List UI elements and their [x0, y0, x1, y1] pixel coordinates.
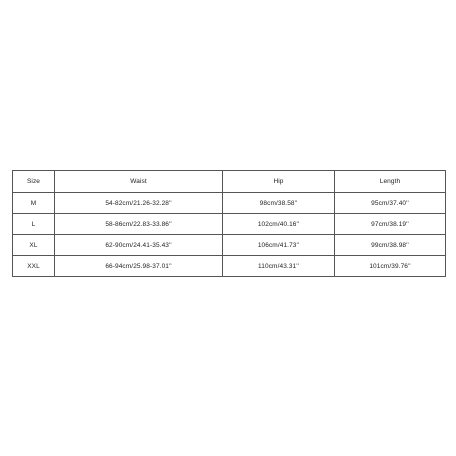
header-length: Length [335, 171, 446, 193]
table-row [13, 256, 446, 277]
header-hip: Hip [223, 171, 335, 193]
cell-length: 99cm/38.98'' [335, 235, 446, 256]
cell-hip: 106cm/41.73'' [223, 235, 335, 256]
header-waist: Waist [55, 171, 223, 193]
table-header [13, 171, 446, 193]
cell-length: 97cm/38.19'' [335, 214, 446, 235]
cell-length: 101cm/39.76'' [335, 256, 446, 277]
cell-size: XXL [13, 256, 55, 277]
size-chart-table [12, 170, 446, 277]
table-row [13, 193, 446, 214]
cell-waist: 62-90cm/24.41-35.43'' [55, 235, 223, 256]
cell-size: L [13, 214, 55, 235]
cell-size: XL [13, 235, 55, 256]
header-size: Size [13, 171, 55, 193]
table-row [13, 235, 446, 256]
cell-waist: 54-82cm/21.26-32.28'' [55, 193, 223, 214]
cell-hip: 102cm/40.16'' [223, 214, 335, 235]
cell-hip: 110cm/43.31'' [223, 256, 335, 277]
cell-waist: 58-86cm/22.83-33.86'' [55, 214, 223, 235]
header-row [13, 171, 446, 193]
cell-size: M [13, 193, 55, 214]
cell-waist: 66-94cm/25.98-37.01'' [55, 256, 223, 277]
cell-hip: 98cm/38.58'' [223, 193, 335, 214]
table-row [13, 214, 446, 235]
table-body [13, 193, 446, 277]
cell-length: 95cm/37.40'' [335, 193, 446, 214]
